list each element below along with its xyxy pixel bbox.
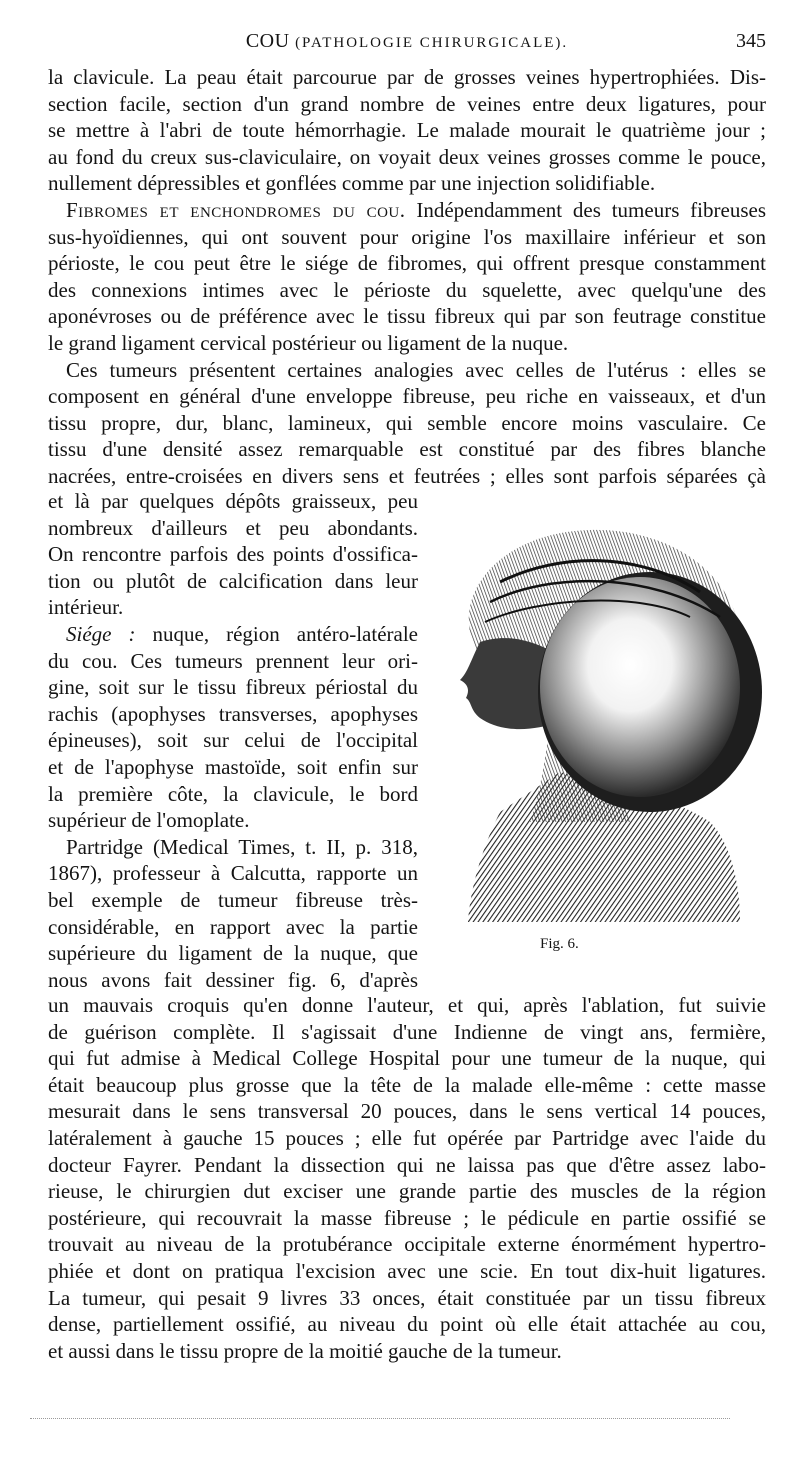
text-line: dense, partiellement ossifié, au niveau du point où elle était attachée au cou, — [48, 1312, 766, 1337]
text-line: nous avons fait dessiner fig. 6, d'après — [48, 967, 418, 992]
text-line: docteur Fayrer. Pendant la dissection qui ne laissa pas que d'être assez labo- — [48, 1152, 766, 1177]
text-line: supérieure du ligament de la nuque, que — [48, 941, 418, 966]
text-line: tion ou plutôt de calcification dans leur — [48, 568, 418, 593]
text-line: latéralement à gauche 15 pouces ; elle fut opérée par Partridge avec l'aide du — [48, 1125, 766, 1150]
text-line: et là par quelques dépôts graisseux, peu — [48, 489, 418, 513]
text-line: La tumeur, qui pesait 9 livres 33 onces, était constituée par un tissu fibreux — [48, 1285, 766, 1310]
text-line: sus-hyoïdiennes, qui ont souvent pour origine l'os maxillaire inférieur et son — [48, 224, 766, 249]
text-line: des connexions intimes avec le périoste du squelette, avec quelqu'une des — [48, 277, 766, 302]
running-title-main: COU — [245, 30, 290, 52]
text-line: et de l'apophyse mastoïde, soit enfin sur — [48, 754, 418, 779]
running-header — [48, 30, 766, 56]
text-line: du cou. Ces tumeurs prennent leur ori- — [48, 648, 418, 673]
engraving-illustration — [440, 522, 766, 934]
section-heading: Fibromes et enchondromes du cou. — [66, 197, 406, 222]
text-line: au fond du creux sus-claviculaire, on voyait deux veines grosses comme le pouce, — [48, 144, 766, 169]
text-line: On rencontre parfois des points d'ossifica- — [48, 542, 418, 567]
siege-label: Siége : — [66, 621, 136, 646]
footer-divider — [30, 1418, 730, 1419]
text-line: la clavicule. La peau était parcourue par de grosses veines hypertrophiées. Dis- — [48, 65, 766, 89]
text-line: était beaucoup plus grosse que la tête de la malade elle-même : cette masse — [48, 1072, 766, 1097]
text-line: 1867), professeur à Calcutta, rapporte un — [48, 861, 418, 886]
text-line: section facile, section d'un grand nombre de veines entre deux ligatures, pour — [48, 91, 766, 116]
text-line: intérieur. — [48, 595, 124, 620]
text-line: périoste, le cou peut être le siége de fibromes, qui offrent presque constamment — [48, 251, 766, 276]
page-number: 345 — [736, 30, 766, 52]
text-line: rachis (apophyses transverses, apophyses — [48, 701, 418, 726]
text-line: nullement dépressibles et gonflées comme par une injection solidifiable. — [48, 171, 656, 196]
paragraph-narrow — [48, 488, 418, 993]
siege-first-line — [48, 621, 418, 648]
text-line: qui fut admise à Medical College Hospital pour une tumeur de la nuque, qui — [48, 1046, 766, 1071]
text-line: un mauvais croquis qu'en donne l'auteur, et qui, après l'ablation, fut suivie — [48, 993, 766, 1017]
text-line: et aussi dans le tissu propre de la moitié gauche de la tumeur. — [48, 1338, 562, 1363]
text-line: bel exemple de tumeur fibreuse très- — [48, 887, 418, 912]
text-line: aponévroses ou de préférence avec le tissu fibreux qui par son feutrage constitue — [48, 304, 766, 329]
text-fragment: nuque, région antéro-latérale — [152, 621, 418, 646]
text-line: le grand ligament cervical postérieur ou ligament de la nuque. — [48, 330, 569, 355]
text-line: composent en général d'une enveloppe fibreuse, peu riche en vaisseaux, et d'un — [48, 384, 766, 409]
text-line: rieuse, le chirurgien dut exciser une grande partie des muscles de la région — [48, 1179, 766, 1204]
text-line: se mettre à l'abri de toute hémorrhagie. Le malade mourait le quatrième jour ; — [48, 118, 766, 143]
text-line: tissu propre, dur, blanc, lamineux, qui semble encore moins vasculaire. Ce — [48, 410, 766, 435]
text-line: postérieure, qui recouvrait la masse fibreuse ; le pédicule en partie ossifié se — [48, 1205, 766, 1230]
text-line: supérieur de l'omoplate. — [48, 808, 250, 833]
text-line: épineuses), soit sur celui de l'occipital — [48, 728, 418, 753]
text-line: tissu d'une densité assez remarquable est constitué par des fibres blanche — [48, 437, 766, 462]
text-line: gine, soit sur le tissu fibreux périostal du — [48, 675, 418, 700]
figure-caption: Fig. 6. — [540, 936, 579, 952]
text-line: Partridge (Medical Times, t. II, p. 318, — [66, 834, 418, 859]
text-line: trouvait au niveau de la protubérance occipitale externe énormément hypertro- — [48, 1232, 766, 1257]
text-line: mesurait dans le sens transversal 20 pouces, dans le sens vertical 14 pouces, — [48, 1099, 766, 1124]
text-line: nombreux d'ailleurs et peu abondants. — [48, 515, 418, 540]
paragraph-bottom — [48, 992, 766, 1364]
text-line: Ces tumeurs présentent certaines analogies avec celles de l'utérus : elles se — [66, 357, 766, 382]
text-line: considérable, en rapport avec la partie — [48, 914, 418, 939]
paragraph-top — [48, 64, 766, 490]
text-line: la première côte, la clavicule, le bord — [48, 781, 418, 806]
text-fragment: Indépendamment des tumeurs fibreuses — [416, 197, 766, 222]
figure-illustration — [440, 522, 766, 934]
text-line: phiée et dont on pratiqua l'excision avec une scie. En tout dix-huit ligatures. — [48, 1258, 766, 1283]
text-line: nacrées, entre-croisées en divers sens et feutrées ; elles sont parfois séparées çà — [48, 463, 766, 488]
running-title-sub: (PATHOLOGIE CHIRURGICALE). — [295, 35, 569, 51]
text-line: de guérison complète. Il s'agissait d'une Indienne de vingt ans, fermière, — [48, 1019, 766, 1044]
running-title — [48, 30, 766, 53]
section-first-line — [48, 197, 766, 224]
